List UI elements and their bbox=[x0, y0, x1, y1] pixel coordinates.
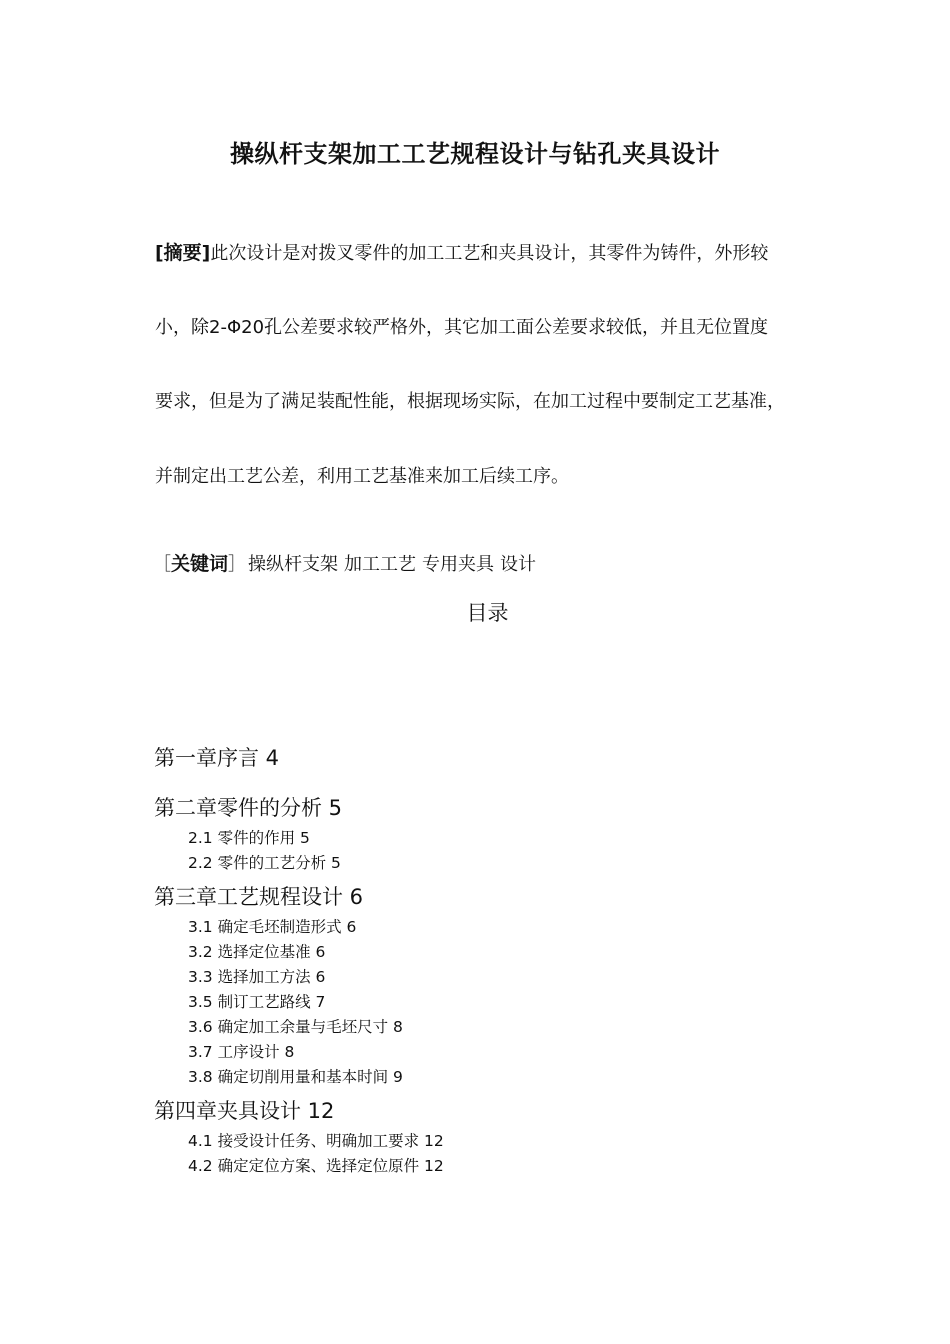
toc-section[interactable]: 3.7 工序设计 8 bbox=[188, 1043, 295, 1061]
toc-section[interactable]: 3.5 制订工艺路线 7 bbox=[188, 993, 326, 1011]
keywords-line bbox=[153, 549, 536, 576]
abstract-line-3: 要求，但是为了满足装配性能，根据现场实际，在加工过程中要制定工艺基准， bbox=[155, 391, 785, 412]
toc-section[interactable]: 3.2 选择定位基准 6 bbox=[188, 943, 326, 961]
toc-chapter[interactable]: 第一章序言 4 bbox=[154, 746, 280, 770]
keywords-bracket-open: ［ bbox=[153, 554, 171, 575]
keyword-item: 加工工艺 bbox=[344, 554, 417, 575]
keywords-label: 关键词 bbox=[171, 553, 229, 575]
table-of-contents bbox=[154, 744, 444, 1186]
toc-section-list bbox=[154, 826, 444, 876]
toc-section-list bbox=[154, 915, 444, 1090]
keyword-item: 设计 bbox=[500, 554, 537, 575]
abstract-label: [摘要] bbox=[155, 242, 211, 264]
toc-chapter[interactable]: 第二章零件的分析 5 bbox=[154, 796, 343, 820]
document-title: 操纵杆支架加工工艺规程设计与钻孔夹具设计 bbox=[230, 140, 720, 168]
toc-section[interactable]: 4.1 接受设计任务、明确加工要求 12 bbox=[188, 1132, 444, 1150]
toc-section[interactable]: 3.3 选择加工方法 6 bbox=[188, 968, 326, 986]
toc-title: 目录 bbox=[466, 601, 509, 625]
keywords-bracket-close: ］ bbox=[228, 554, 247, 575]
toc-section[interactable]: 3.8 确定切削用量和基本时间 9 bbox=[188, 1068, 403, 1086]
toc-section[interactable]: 3.6 确定加工余量与毛坯尺寸 8 bbox=[188, 1018, 403, 1036]
abstract-line-4: 并制定出工艺公差，利用工艺基准来加工后续工序。 bbox=[155, 466, 569, 487]
toc-chapter[interactable]: 第三章工艺规程设计 6 bbox=[154, 885, 364, 909]
toc-section[interactable]: 4.2 确定定位方案、选择定位原件 12 bbox=[188, 1157, 444, 1175]
keyword-item: 操纵杆支架 bbox=[248, 554, 339, 575]
toc-chapter[interactable]: 第四章夹具设计 12 bbox=[154, 1099, 335, 1123]
toc-section-list bbox=[154, 1129, 444, 1179]
abstract-text: 此次设计是对拨叉零件的加工工艺和夹具设计，其零件为铸件，外形较 bbox=[210, 243, 769, 264]
toc-section[interactable]: 2.1 零件的作用 5 bbox=[188, 829, 310, 847]
keyword-item: 专用夹具 bbox=[422, 554, 495, 575]
toc-section[interactable]: 2.2 零件的工艺分析 5 bbox=[188, 854, 341, 872]
abstract-line-1 bbox=[155, 238, 768, 265]
toc-section[interactable]: 3.1 确定毛坯制造形式 6 bbox=[188, 918, 357, 936]
abstract-line-2: 小，除2-Φ20孔公差要求较严格外，其它加工面公差要求较低，并且无位置度 bbox=[155, 317, 769, 338]
